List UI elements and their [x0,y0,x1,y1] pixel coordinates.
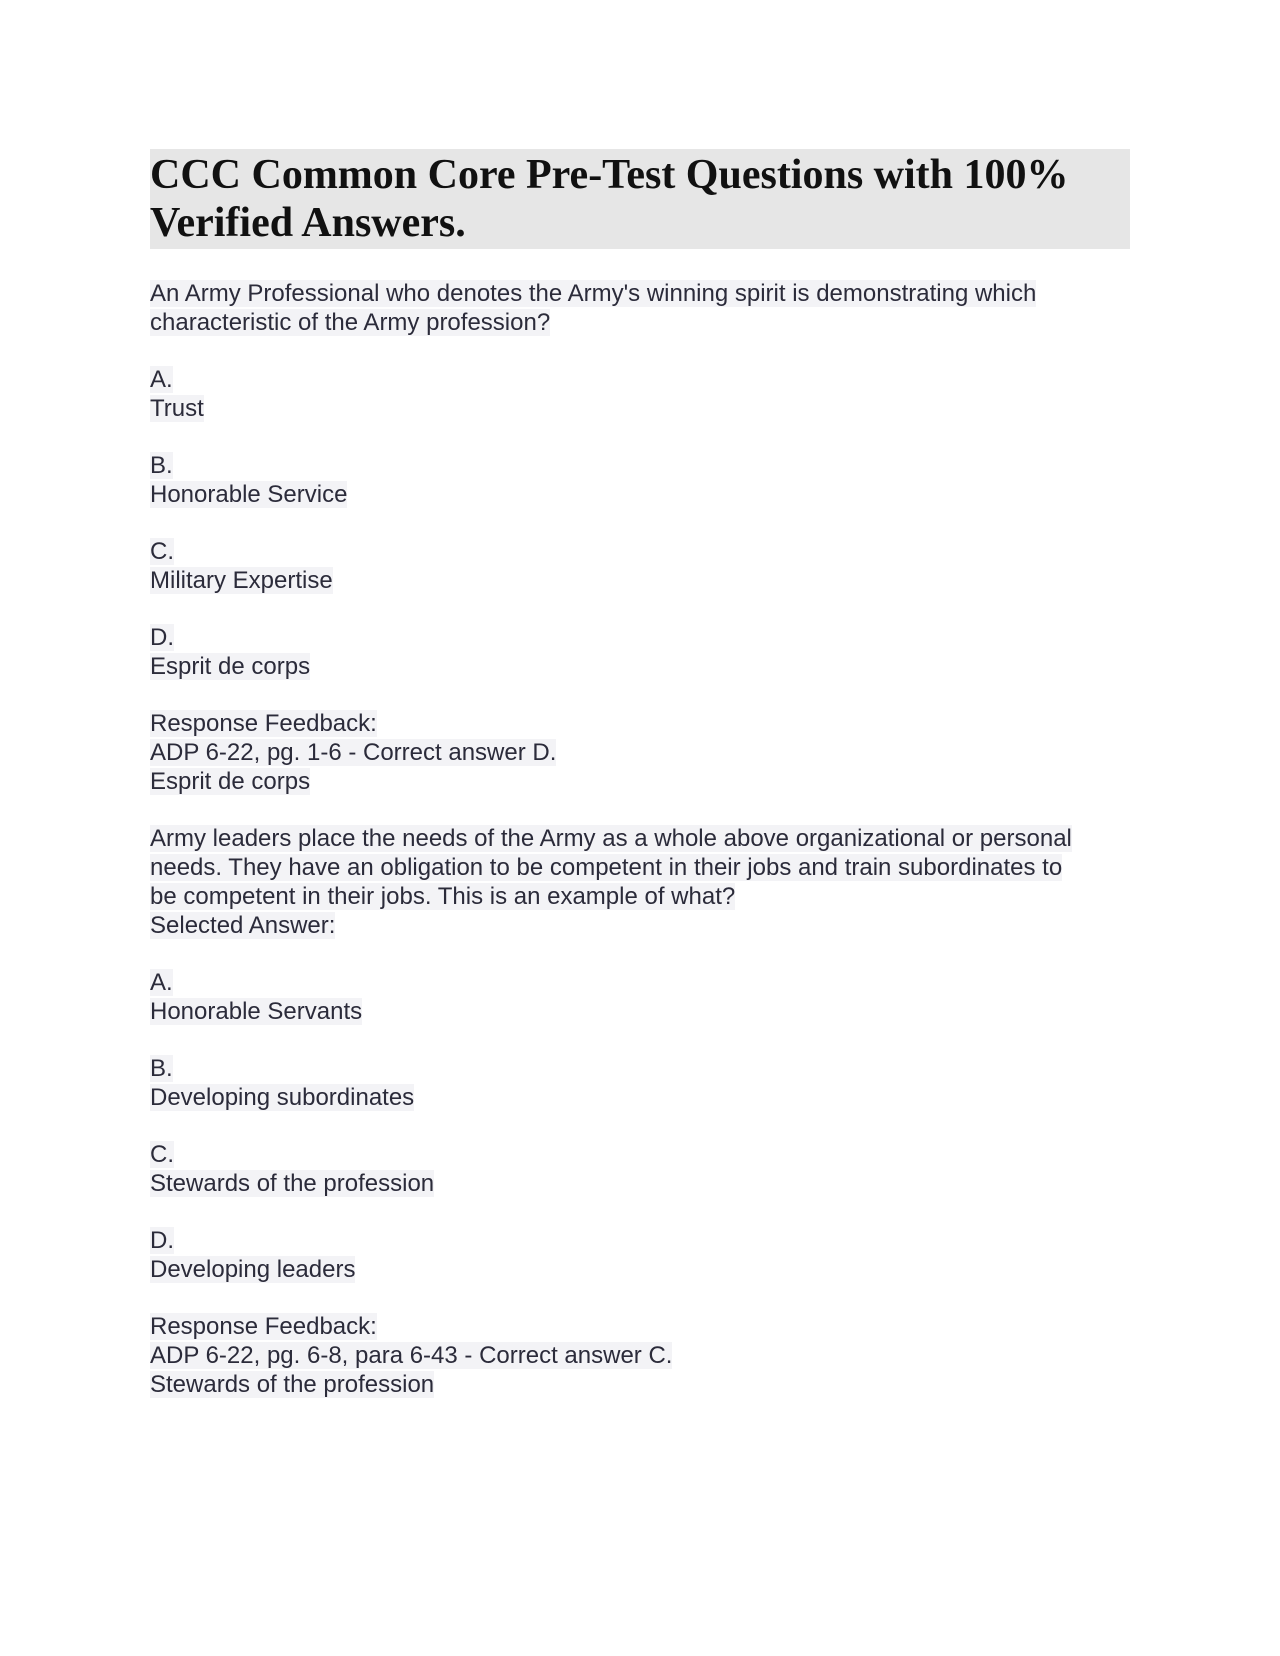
question-1-prompt [150,279,1130,337]
question-2-prompt-line: Army leaders place the needs of the Army as a whole above organizational or personal [150,825,1072,852]
option-text: Developing subordinates [150,1084,415,1111]
question-2-feedback [150,1312,1130,1399]
feedback-answer: Stewards of the profession [150,1371,435,1398]
question-2-prompt-line: be competent in their jobs. This is an example of what? [150,883,736,910]
question-1-option-b [150,451,1130,509]
selected-answer-label: Selected Answer: [150,912,336,939]
option-letter: B. [150,452,173,479]
feedback-reference: ADP 6-22, pg. 1-6 - Correct answer D. [150,739,557,766]
option-text: Military Expertise [150,567,333,594]
question-2-option-b [150,1054,1130,1112]
question-1-prompt-line: characteristic of the Army profession? [150,309,551,336]
option-letter: C. [150,1141,174,1168]
question-1-option-c [150,537,1130,595]
question-1-option-a [150,365,1130,423]
question-1-option-d [150,623,1130,681]
option-text: Esprit de corps [150,653,311,680]
option-text: Honorable Service [150,481,348,508]
option-letter: A. [150,969,173,996]
feedback-label: Response Feedback: [150,710,377,737]
option-text: Trust [150,395,204,422]
option-letter: C. [150,538,174,565]
question-2-option-a [150,968,1130,1026]
question-1-feedback [150,709,1130,796]
option-text: Honorable Servants [150,998,363,1025]
option-letter: A. [150,366,173,393]
question-2 [150,824,1130,1399]
feedback-label: Response Feedback: [150,1313,377,1340]
page-title: CCC Common Core Pre-Test Questions with 100% Verified Answers. [150,149,1130,249]
option-text: Developing leaders [150,1256,356,1283]
question-1 [150,279,1130,796]
question-2-prompt-line: needs. They have an obligation to be competent in their jobs and train subordinates to [150,854,1063,881]
option-letter: D. [150,624,174,651]
feedback-reference: ADP 6-22, pg. 6-8, para 6-43 - Correct answer C. [150,1342,673,1369]
option-letter: B. [150,1055,173,1082]
document-page [150,149,1130,1399]
question-2-option-d [150,1226,1130,1284]
question-2-prompt [150,824,1130,940]
feedback-answer: Esprit de corps [150,768,311,795]
question-1-prompt-line: An Army Professional who denotes the Army's winning spirit is demonstrating which [150,280,1037,307]
question-2-option-c [150,1140,1130,1198]
option-text: Stewards of the profession [150,1170,435,1197]
option-letter: D. [150,1227,174,1254]
